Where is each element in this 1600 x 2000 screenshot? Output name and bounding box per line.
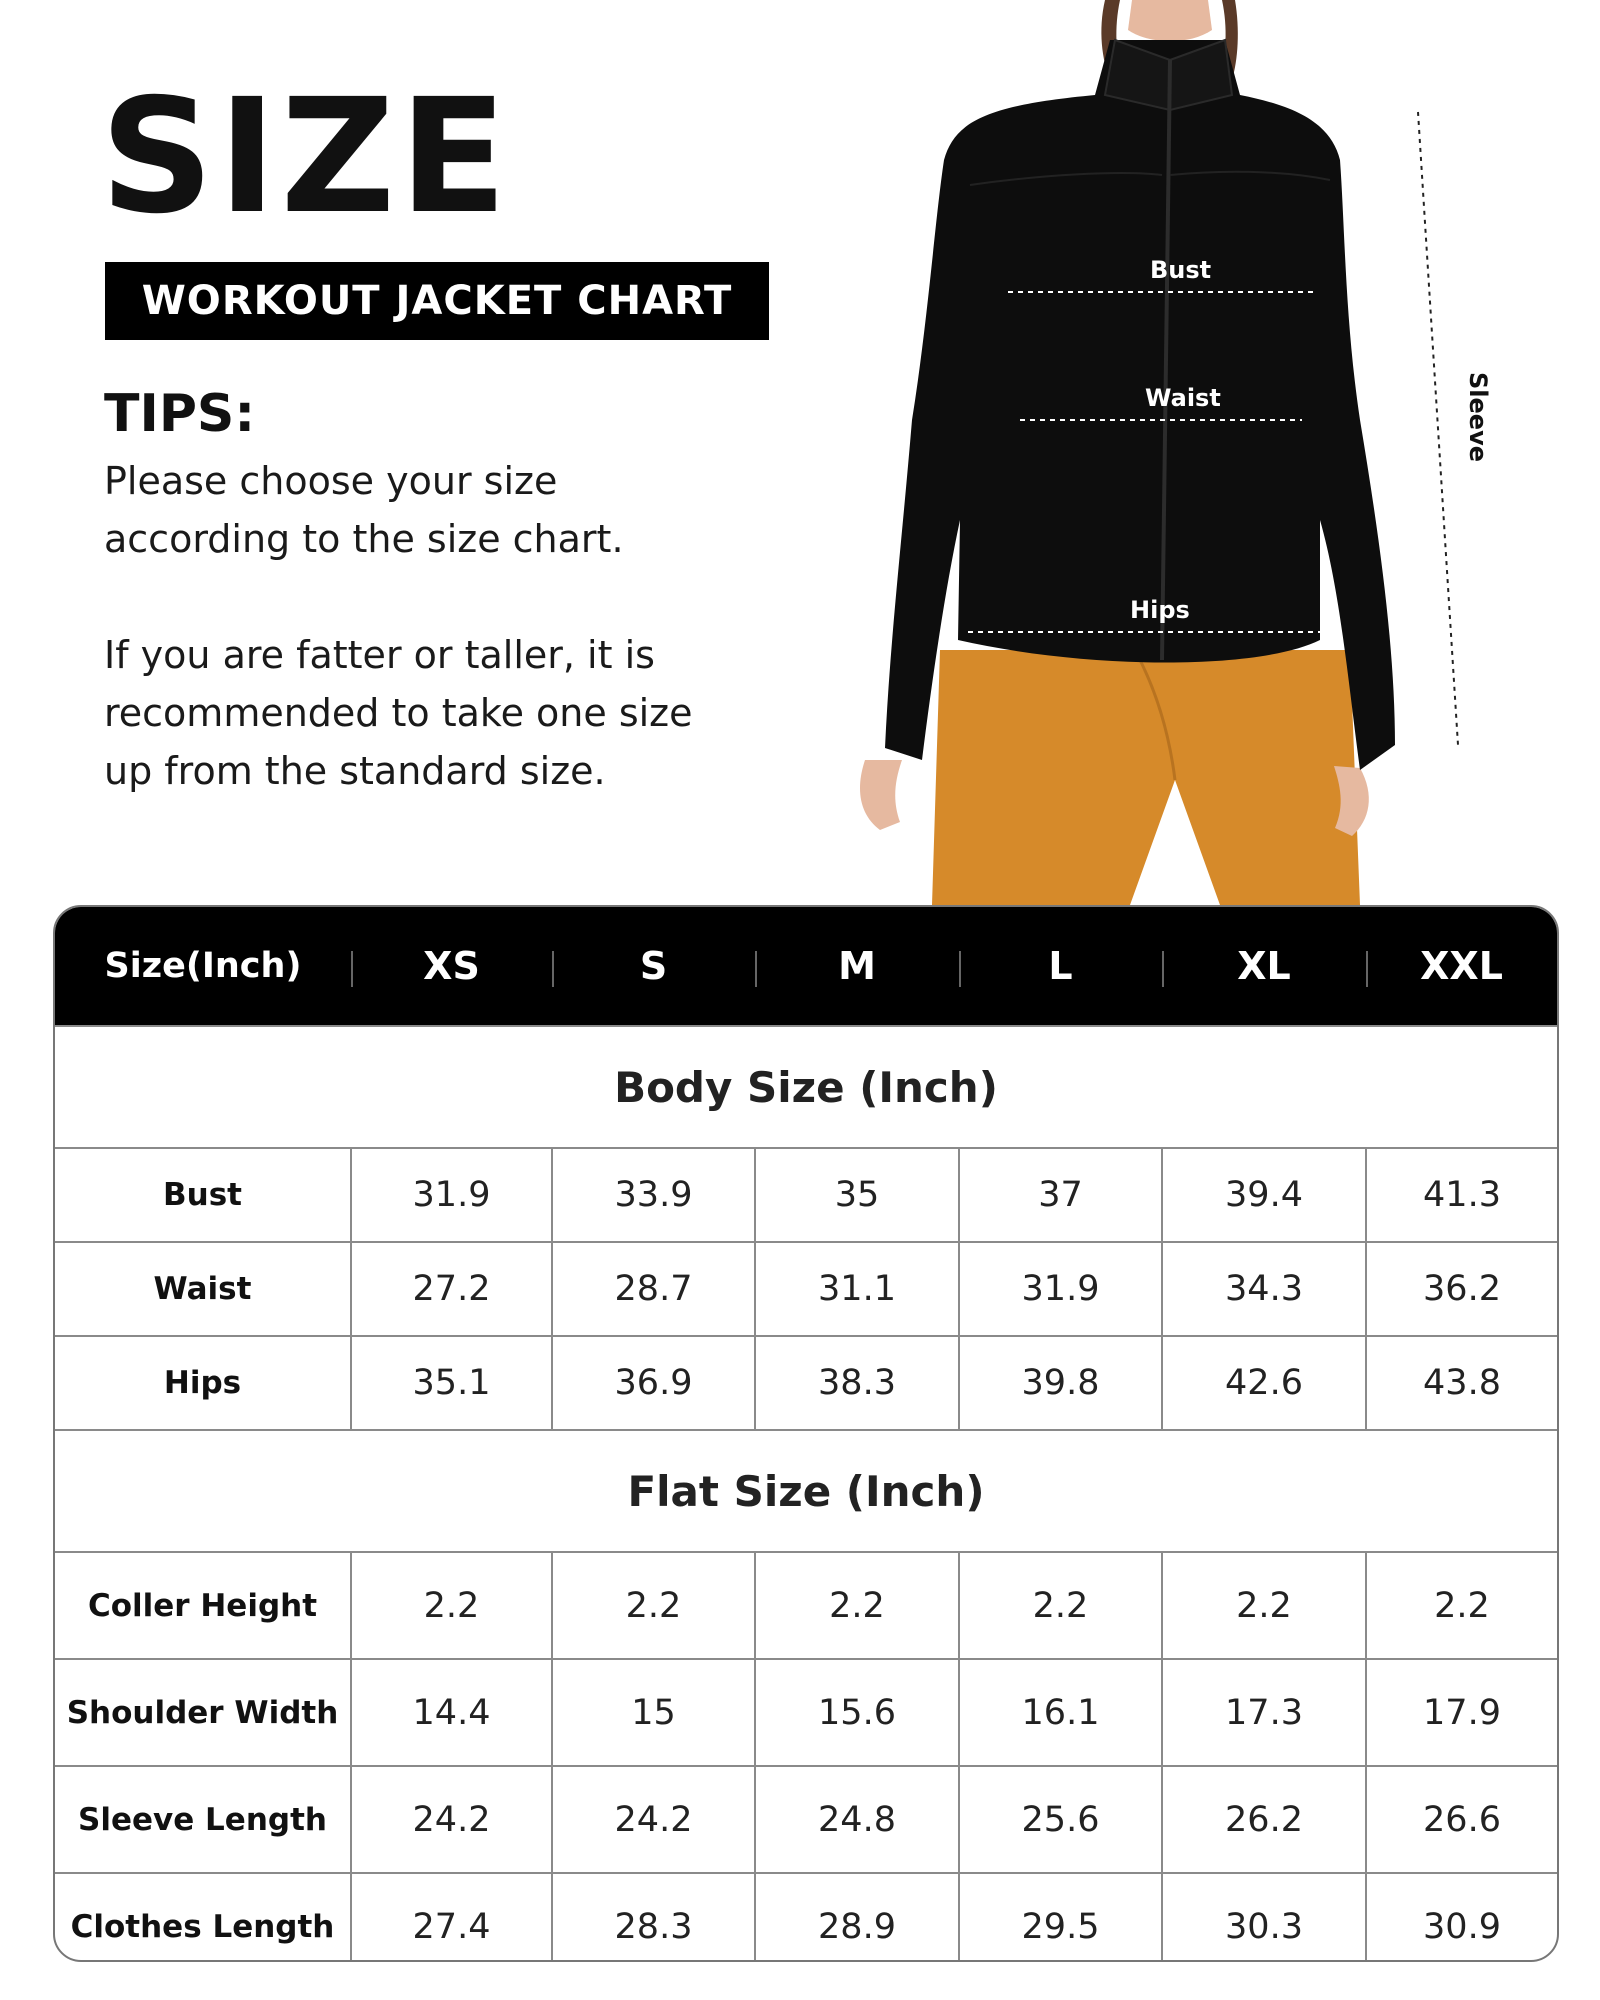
table-row [55, 1766, 1557, 1873]
table-cell: 2.2 [1162, 1552, 1366, 1659]
table-cell: 25.6 [959, 1766, 1162, 1873]
table-row [55, 1659, 1557, 1766]
size-header-label: Size(Inch) [55, 907, 351, 1026]
table-cell: 17.9 [1366, 1659, 1557, 1766]
table-cell: 31.1 [755, 1242, 959, 1336]
body-size-section-title: Body Size (Inch) [55, 1026, 1557, 1148]
table-cell: 35 [755, 1148, 959, 1242]
table-cell: 2.2 [552, 1552, 755, 1659]
table-cell: 29.5 [959, 1873, 1162, 1962]
table-cell: 39.4 [1162, 1148, 1366, 1242]
table-cell: 31.9 [959, 1242, 1162, 1336]
table-cell: 33.9 [552, 1148, 755, 1242]
bust-label: Bust [1150, 256, 1212, 284]
table-cell: 35.1 [351, 1336, 552, 1430]
table-cell: 17.3 [1162, 1659, 1366, 1766]
table-cell: 27.4 [351, 1873, 552, 1962]
table-cell: 28.3 [552, 1873, 755, 1962]
table-row [55, 1242, 1557, 1336]
size-header-s: S [552, 907, 755, 1026]
sleeve-label: Sleeve [1464, 372, 1492, 462]
chart-subtitle-banner [105, 262, 769, 340]
table-cell: 31.9 [351, 1148, 552, 1242]
table-cell: 2.2 [755, 1552, 959, 1659]
table-cell: 26.2 [1162, 1766, 1366, 1873]
table-cell: 37 [959, 1148, 1162, 1242]
size-header-m: M [755, 907, 959, 1026]
size-header-row [55, 907, 1557, 1026]
table-row [55, 1873, 1557, 1962]
table-cell: 38.3 [755, 1336, 959, 1430]
table-cell: 28.7 [552, 1242, 755, 1336]
flat-size-section-row [55, 1430, 1557, 1552]
table-cell: 16.1 [959, 1659, 1162, 1766]
table-cell: 2.2 [959, 1552, 1162, 1659]
model-jacket-illustration [840, 0, 1500, 905]
row-label-hips: Hips [55, 1336, 351, 1430]
jacket-figure-svg [840, 0, 1500, 905]
size-header-xl: XL [1162, 907, 1366, 1026]
table-cell: 36.2 [1366, 1242, 1557, 1336]
table-row [55, 1148, 1557, 1242]
page-title: SIZE [100, 65, 512, 249]
table-cell: 30.9 [1366, 1873, 1557, 1962]
table-cell: 28.9 [755, 1873, 959, 1962]
flat-size-section-title: Flat Size (Inch) [55, 1430, 1557, 1552]
row-label-waist: Waist [55, 1242, 351, 1336]
size-chart-table [53, 905, 1559, 1962]
row-label-bust: Bust [55, 1148, 351, 1242]
tips-heading: TIPS: [104, 384, 256, 444]
leggings [932, 650, 1360, 905]
table-cell: 15.6 [755, 1659, 959, 1766]
tip-choose-size: Please choose your size according to the size chart. [104, 459, 624, 561]
body-size-section-row [55, 1026, 1557, 1148]
row-label-shoulder-width: Shoulder Width [55, 1659, 351, 1766]
table-cell: 41.3 [1366, 1148, 1557, 1242]
table-cell: 24.2 [351, 1766, 552, 1873]
table-cell: 36.9 [552, 1336, 755, 1430]
model-neck [1128, 0, 1212, 41]
table-cell: 30.3 [1162, 1873, 1366, 1962]
chart-subtitle: WORKOUT JACKET CHART [141, 278, 733, 324]
sleeve-measure-line [1418, 112, 1458, 745]
waist-label: Waist [1145, 384, 1221, 412]
tip-size-up: If you are fatter or taller, it is recommended to take one size up from the standard size. [104, 633, 693, 793]
row-label-sleeve-length: Sleeve Length [55, 1766, 351, 1873]
size-header-xxl: XXL [1366, 907, 1557, 1026]
table-cell: 26.6 [1366, 1766, 1557, 1873]
table-cell: 2.2 [1366, 1552, 1557, 1659]
table-cell: 39.8 [959, 1336, 1162, 1430]
table-cell: 43.8 [1366, 1336, 1557, 1430]
left-hand [860, 760, 902, 830]
row-label-clothes-length: Clothes Length [55, 1873, 351, 1962]
table-cell: 42.6 [1162, 1336, 1366, 1430]
size-header-xs: XS [351, 907, 552, 1026]
table-cell: 14.4 [351, 1659, 552, 1766]
table-cell: 15 [552, 1659, 755, 1766]
size-header-l: L [959, 907, 1162, 1026]
table-row [55, 1336, 1557, 1430]
table-cell: 2.2 [351, 1552, 552, 1659]
hips-label: Hips [1130, 596, 1190, 624]
table-cell: 24.8 [755, 1766, 959, 1873]
row-label-coller-height: Coller Height [55, 1552, 351, 1659]
table-cell: 27.2 [351, 1242, 552, 1336]
table-row [55, 1552, 1557, 1659]
table-cell: 24.2 [552, 1766, 755, 1873]
table-cell: 34.3 [1162, 1242, 1366, 1336]
